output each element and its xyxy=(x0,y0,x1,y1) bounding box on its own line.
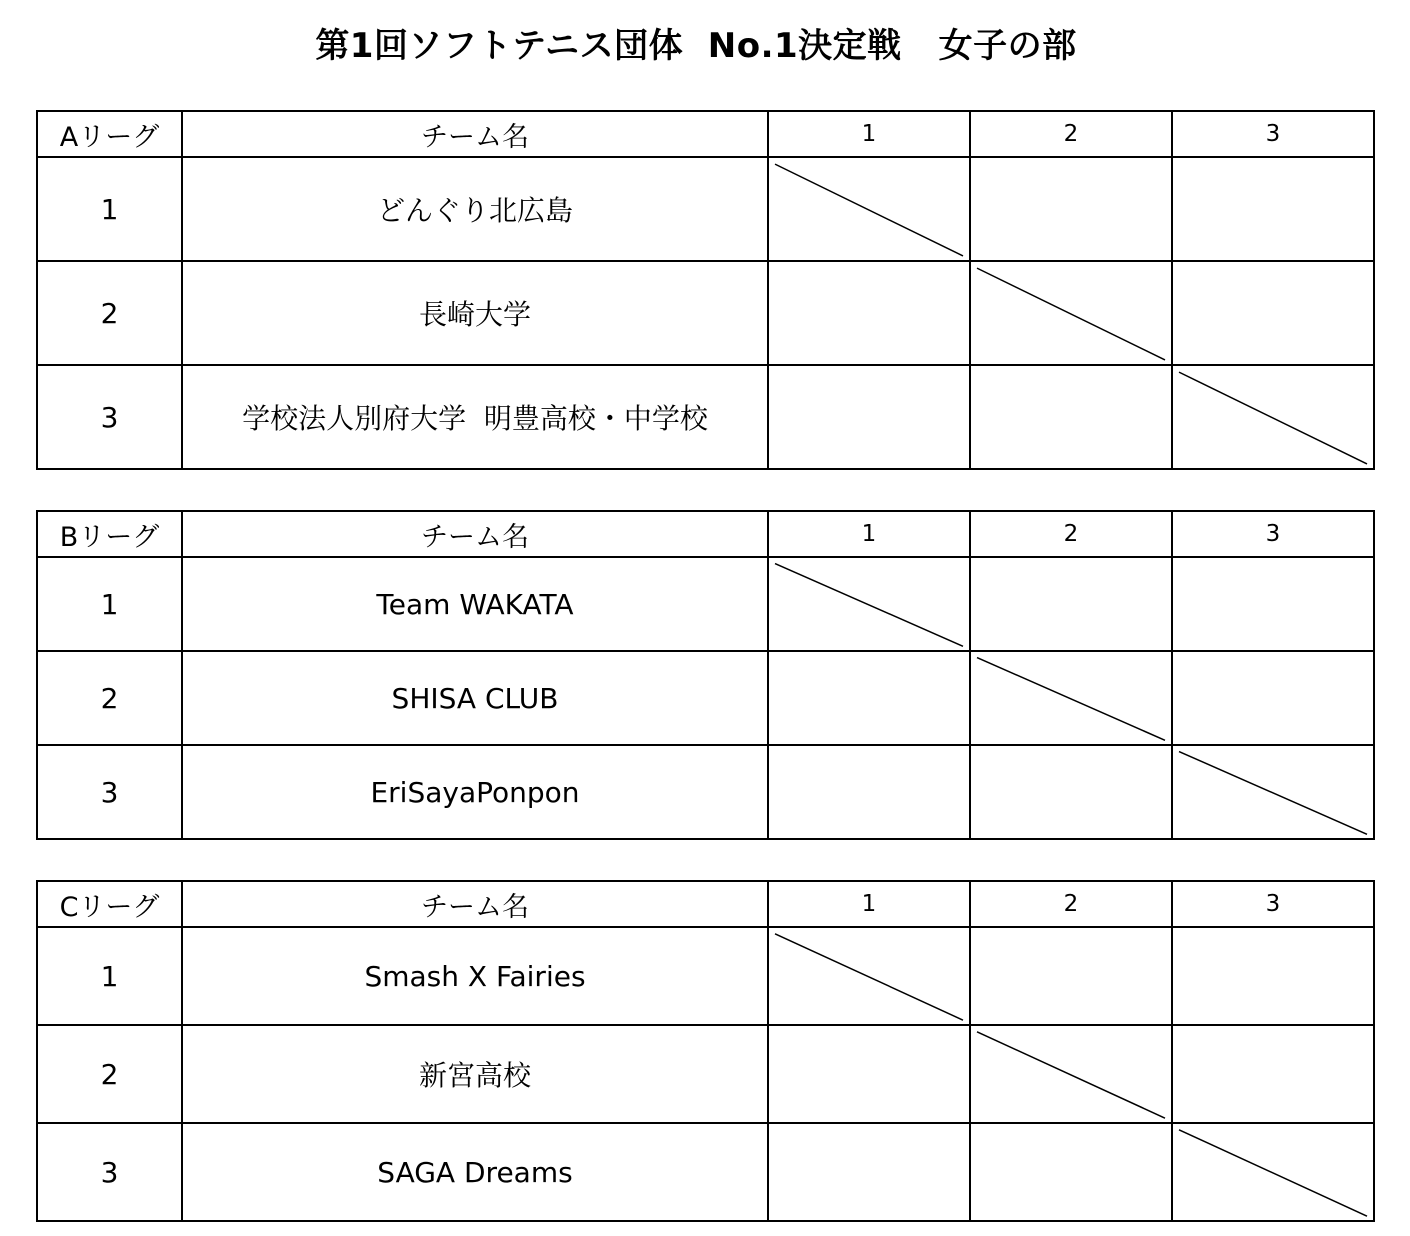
result-cell xyxy=(1172,557,1374,651)
team-name: EriSayaPonpon xyxy=(182,745,768,839)
team-number: 2 xyxy=(37,1025,182,1123)
result-cell xyxy=(1172,261,1374,365)
diagonal-slash xyxy=(769,158,969,260)
match-col-header-3: 3 xyxy=(1172,111,1374,157)
match-col-header-2: 2 xyxy=(970,881,1172,927)
self-match-cell xyxy=(970,261,1172,365)
self-match-cell xyxy=(1172,745,1374,839)
team-number: 1 xyxy=(37,557,182,651)
match-col-header-2: 2 xyxy=(970,111,1172,157)
team-number: 2 xyxy=(37,651,182,745)
team-number: 1 xyxy=(37,927,182,1025)
header-row xyxy=(37,881,1374,927)
table-row xyxy=(37,1123,1374,1221)
result-cell xyxy=(1172,157,1374,261)
result-cell xyxy=(768,1025,970,1123)
result-cell xyxy=(970,1123,1172,1221)
header-row xyxy=(37,511,1374,557)
diagonal-slash xyxy=(1173,1124,1373,1220)
team-name: SHISA CLUB xyxy=(182,651,768,745)
table-row xyxy=(37,157,1374,261)
match-col-header-3: 3 xyxy=(1172,881,1374,927)
result-cell xyxy=(970,365,1172,469)
team-number: 1 xyxy=(37,157,182,261)
table-row xyxy=(37,261,1374,365)
result-cell xyxy=(970,557,1172,651)
team-number: 3 xyxy=(37,1123,182,1221)
result-cell xyxy=(970,745,1172,839)
team-number: 3 xyxy=(37,365,182,469)
team-name: Team WAKATA xyxy=(182,557,768,651)
match-col-header-3: 3 xyxy=(1172,511,1374,557)
self-match-cell xyxy=(1172,1123,1374,1221)
diagonal-slash xyxy=(971,1026,1171,1122)
team-name: 学校法人別府大学 明豊高校・中学校 xyxy=(182,365,768,469)
league-table-a xyxy=(36,110,1375,470)
diagonal-slash xyxy=(971,652,1171,744)
diagonal-slash xyxy=(769,928,969,1024)
self-match-cell xyxy=(768,157,970,261)
diagonal-slash xyxy=(1173,746,1373,838)
result-cell xyxy=(1172,651,1374,745)
match-col-header-1: 1 xyxy=(768,881,970,927)
table-row xyxy=(37,557,1374,651)
self-match-cell xyxy=(768,927,970,1025)
team-name: Smash X Fairies xyxy=(182,927,768,1025)
self-match-cell xyxy=(768,557,970,651)
match-col-header-1: 1 xyxy=(768,511,970,557)
team-name-header: チーム名 xyxy=(182,511,768,557)
match-col-header-1: 1 xyxy=(768,111,970,157)
table-row xyxy=(37,745,1374,839)
result-cell xyxy=(768,365,970,469)
page-title: 第1回ソフトテニス団体 No.1決定戦 女子の部 xyxy=(315,26,1077,66)
team-name: 新宮高校 xyxy=(182,1025,768,1123)
table-row xyxy=(37,651,1374,745)
result-cell xyxy=(1172,927,1374,1025)
team-number: 2 xyxy=(37,261,182,365)
league-table-b xyxy=(36,510,1375,840)
team-name: どんぐり北広島 xyxy=(182,157,768,261)
league-label: Aリーグ xyxy=(37,111,182,157)
self-match-cell xyxy=(970,1025,1172,1123)
result-cell xyxy=(1172,1025,1374,1123)
match-col-header-2: 2 xyxy=(970,511,1172,557)
league-table-c xyxy=(36,880,1375,1222)
table-row xyxy=(37,1025,1374,1123)
team-name: 長崎大学 xyxy=(182,261,768,365)
league-label: Cリーグ xyxy=(37,881,182,927)
diagonal-slash xyxy=(971,262,1171,364)
table-row xyxy=(37,927,1374,1025)
league-label: Bリーグ xyxy=(37,511,182,557)
diagonal-slash xyxy=(1173,366,1373,468)
table-row xyxy=(37,365,1374,469)
result-cell xyxy=(970,157,1172,261)
header-row xyxy=(37,111,1374,157)
diagonal-slash xyxy=(769,558,969,650)
result-cell xyxy=(768,651,970,745)
self-match-cell xyxy=(1172,365,1374,469)
team-name: SAGA Dreams xyxy=(182,1123,768,1221)
result-cell xyxy=(768,745,970,839)
result-cell xyxy=(970,927,1172,1025)
self-match-cell xyxy=(970,651,1172,745)
team-name-header: チーム名 xyxy=(182,881,768,927)
result-cell xyxy=(768,1123,970,1221)
team-name-header: チーム名 xyxy=(182,111,768,157)
result-cell xyxy=(768,261,970,365)
team-number: 3 xyxy=(37,745,182,839)
